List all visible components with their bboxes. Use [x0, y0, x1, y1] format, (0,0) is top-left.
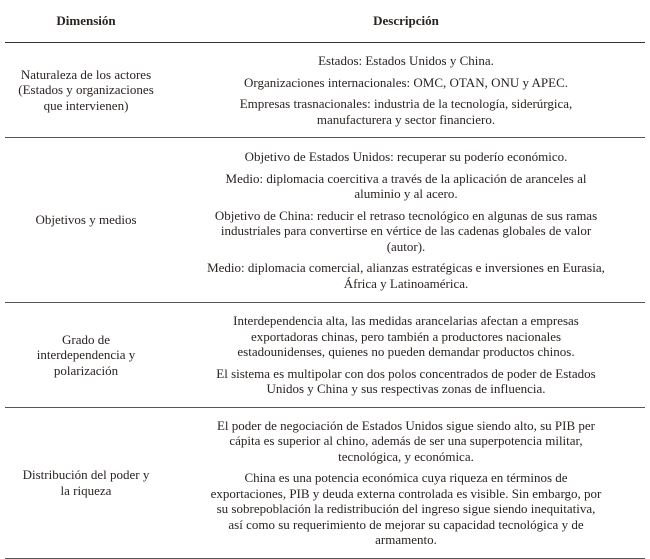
description-paragraph — [167, 53, 645, 69]
description-line: aluminio y al acero. — [354, 186, 458, 201]
description-line: África y Latinoamérica. — [343, 275, 469, 291]
description-line: armamento. — [375, 532, 437, 547]
table-row — [5, 303, 645, 408]
table-row — [5, 407, 645, 558]
description-paragraph — [167, 75, 645, 91]
description-paragraph — [167, 366, 645, 397]
dimension-line: Grado de — [61, 331, 110, 347]
dimension-line: Naturaleza de los actores — [20, 66, 152, 82]
description-line: El sistema es multipolar con dos polos concentrados de poder de Estados — [216, 365, 596, 381]
description-line: Objetivo de China: reducir el retraso tecnológico en algunas de sus ramas — [214, 207, 598, 223]
description-line: exportaciones, PIB y deuda externa controlada es visible. Sin embargo, por — [210, 485, 602, 501]
dimension-cell — [5, 43, 167, 138]
description-paragraph — [167, 96, 645, 127]
description-paragraph — [167, 208, 645, 255]
header-dimension: Dimensión — [5, 0, 167, 43]
description-line: Medio: diplomacia coercitiva a través de la aplicación de aranceles al — [225, 170, 587, 186]
description-line: cápita es superior al chino, además de ser una superpotencia militar, — [229, 433, 583, 448]
description-line: Estados: Estados Unidos y China. — [318, 53, 494, 68]
header-description: Descripción — [167, 0, 645, 43]
description-paragraph — [167, 171, 645, 202]
description-line: su sobrepoblación la redistribución del ingreso sigue siendo inequitativa, — [216, 501, 596, 516]
description-cell — [167, 303, 645, 408]
description-line: Medio: diplomacia comercial, alianzas estratégicas e inversiones en Eurasia, — [207, 260, 605, 275]
description-line: manufacturera y sector financiero. — [316, 111, 496, 127]
description-line: Unidos y China y sus respectivas zonas de influencia. — [266, 381, 546, 396]
dimension-line: Objetivos y medios — [35, 212, 137, 228]
description-cell — [167, 138, 645, 303]
dimension-cell — [5, 303, 167, 408]
description-line: (autor). — [386, 238, 426, 254]
header-row — [5, 0, 645, 43]
description-paragraph — [167, 418, 645, 465]
dimension-line: interdependencia y — [36, 347, 136, 362]
description-line: Empresas trasnacionales: industria de la tecnología, siderúrgica, — [239, 96, 573, 111]
description-cell — [167, 407, 645, 558]
description-line: así como su requerimiento de mejorar su capacidad tecnológica y de — [228, 516, 584, 532]
description-cell — [167, 43, 645, 138]
table-row — [5, 138, 645, 303]
dimension-line: polarización — [53, 362, 119, 378]
description-line: industriales para convertirse en vértice de las cadenas globales de valor — [220, 223, 592, 238]
dimension-cell — [5, 138, 167, 303]
table-row — [5, 43, 645, 138]
description-line: China es una potencia económica cuya riqueza en términos de — [244, 470, 568, 485]
dimension-line: que intervienen) — [43, 97, 129, 113]
description-paragraph — [167, 149, 645, 165]
description-line: exportadoras chinas, pero también a productores nacionales — [250, 328, 562, 344]
description-paragraph — [167, 260, 645, 291]
description-line: tecnológica, y económica. — [338, 448, 474, 464]
description-paragraph — [167, 470, 645, 548]
description-line: Objetivo de Estados Unidos: recuperar su poderío económico. — [244, 149, 568, 164]
description-paragraph — [167, 313, 645, 360]
description-line: Interdependencia alta, las medidas arancelarias afectan a empresas — [233, 313, 579, 328]
dimension-line: Distribución del poder y — [22, 467, 150, 482]
description-line: El poder de negociación de Estados Unidos sigue siendo alto, su PIB per — [216, 417, 595, 433]
description-line: estadounidenses, quienes no pueden demandar productos chinos. — [237, 344, 575, 359]
dimension-line: la riqueza — [60, 482, 112, 498]
table-body — [5, 43, 645, 559]
dimension-line: (Estados y organizaciones — [18, 82, 154, 98]
description-line: Organizaciones internacionales: OMC, OTAN, ONU y APEC. — [243, 74, 569, 90]
dimensions-table — [5, 0, 645, 559]
dimension-cell — [5, 407, 167, 558]
